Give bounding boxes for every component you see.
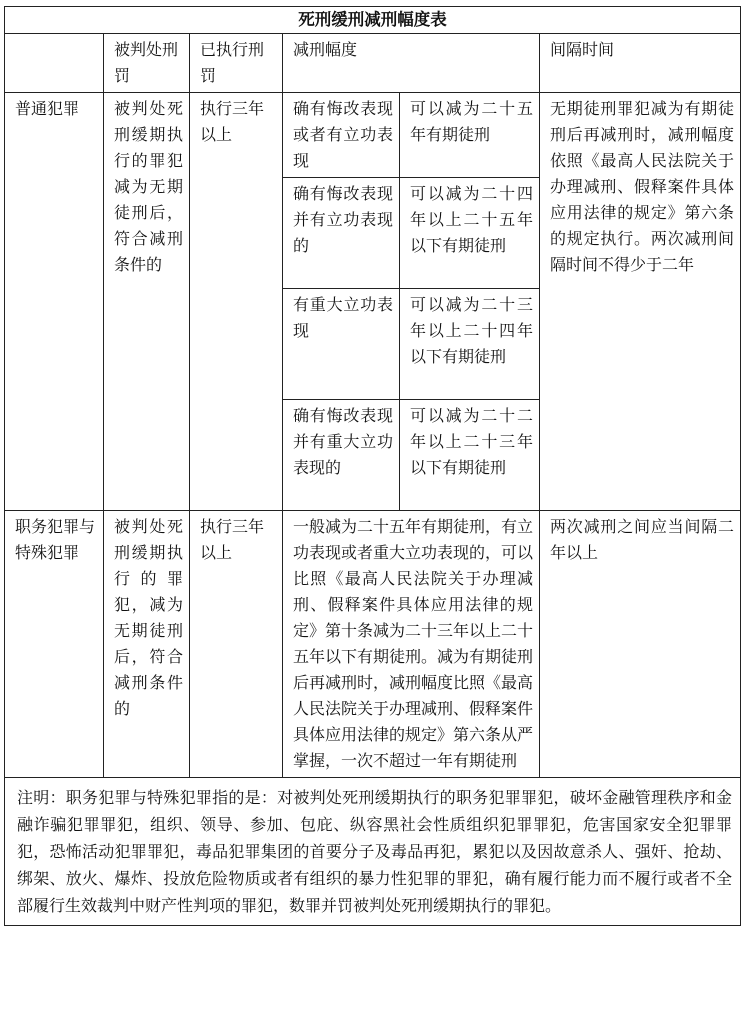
note-row [5,778,741,926]
table-note: 注明：职务犯罪与特殊犯罪指的是：对被判处死刑缓期执行的职务犯罪罪犯，破坏金融管理秩序和金融诈骗犯罪罪犯，组织、领导、参加、包庇、纵容黑社会性质组织犯罪罪犯，危害国家安全犯罪罪犯，恐怖活动犯罪罪犯，毒品犯罪集团的首要分子及毒品再犯，累犯以及因故意杀人、强奸、抢劫、绑架、放火、爆炸、投放危险物质或者有组织的暴力性犯罪的罪犯，确有履行能力而不履行或者不全部履行生效裁判中财产性判项的罪犯，数罪并罚被判处死刑缓期执行的罪犯。 [5,778,741,926]
ordinary-condition-1: 确有悔改表现或者有立功表现 [283,93,400,178]
ordinary-served: 执行三年以上 [190,93,283,511]
table-title: 死刑缓刑减刑幅度表 [5,7,741,34]
ordinary-row-1 [5,93,741,178]
header-served: 已执行刑罚 [190,34,283,93]
special-sentence: 被判处死刑缓期执行的罪犯，减为无期徒刑后，符合减刑条件的 [104,511,190,778]
ordinary-sentence: 被判处死刑缓期执行的罪犯减为无期徒刑后，符合减刑条件的 [104,93,190,511]
sentence-reduction-table [4,6,741,926]
special-interval: 两次减刑之间应当间隔二年以上 [540,511,741,778]
ordinary-condition-4: 确有悔改表现并有重大立功表现的 [283,400,400,511]
header-reduction: 减刑幅度 [283,34,540,93]
ordinary-condition-3: 有重大立功表现 [283,289,400,400]
ordinary-result-2: 可以减为二十四年以上二十五年以下有期徒刑 [400,178,540,289]
header-row [5,34,741,93]
header-sentence: 被判处刑罚 [104,34,190,93]
title-row [5,7,741,34]
ordinary-result-1: 可以减为二十五年有期徒刑 [400,93,540,178]
special-reduction: 一般减为二十五年有期徒刑，有立功表现或者重大立功表现的，可以比照《最高人民法院关于办理减刑、假释案件具体应用法律的规定》第十条减为二十三年以上二十五年以下有期徒刑。减为有期徒刑后再减刑时，减刑幅度比照《最高人民法院关于办理减刑、假释案件具体应用法律的规定》第六条从严掌握，一次不超过一年有期徒刑 [283,511,540,778]
header-interval: 间隔时间 [540,34,741,93]
ordinary-category: 普通犯罪 [5,93,104,511]
header-category [5,34,104,93]
ordinary-result-4: 可以减为二十二年以上二十三年以下有期徒刑 [400,400,540,511]
ordinary-condition-2: 确有悔改表现并有立功表现的 [283,178,400,289]
ordinary-interval: 无期徒刑罪犯减为有期徒刑后再减刑时，减刑幅度依照《最高人民法院关于办理减刑、假释案件具体应用法律的规定》第六条的规定执行。两次减刑间隔时间不得少于二年 [540,93,741,511]
special-category: 职务犯罪与特殊犯罪 [5,511,104,778]
special-row [5,511,741,778]
ordinary-result-3: 可以减为二十三年以上二十四年以下有期徒刑 [400,289,540,400]
special-served: 执行三年以上 [190,511,283,778]
